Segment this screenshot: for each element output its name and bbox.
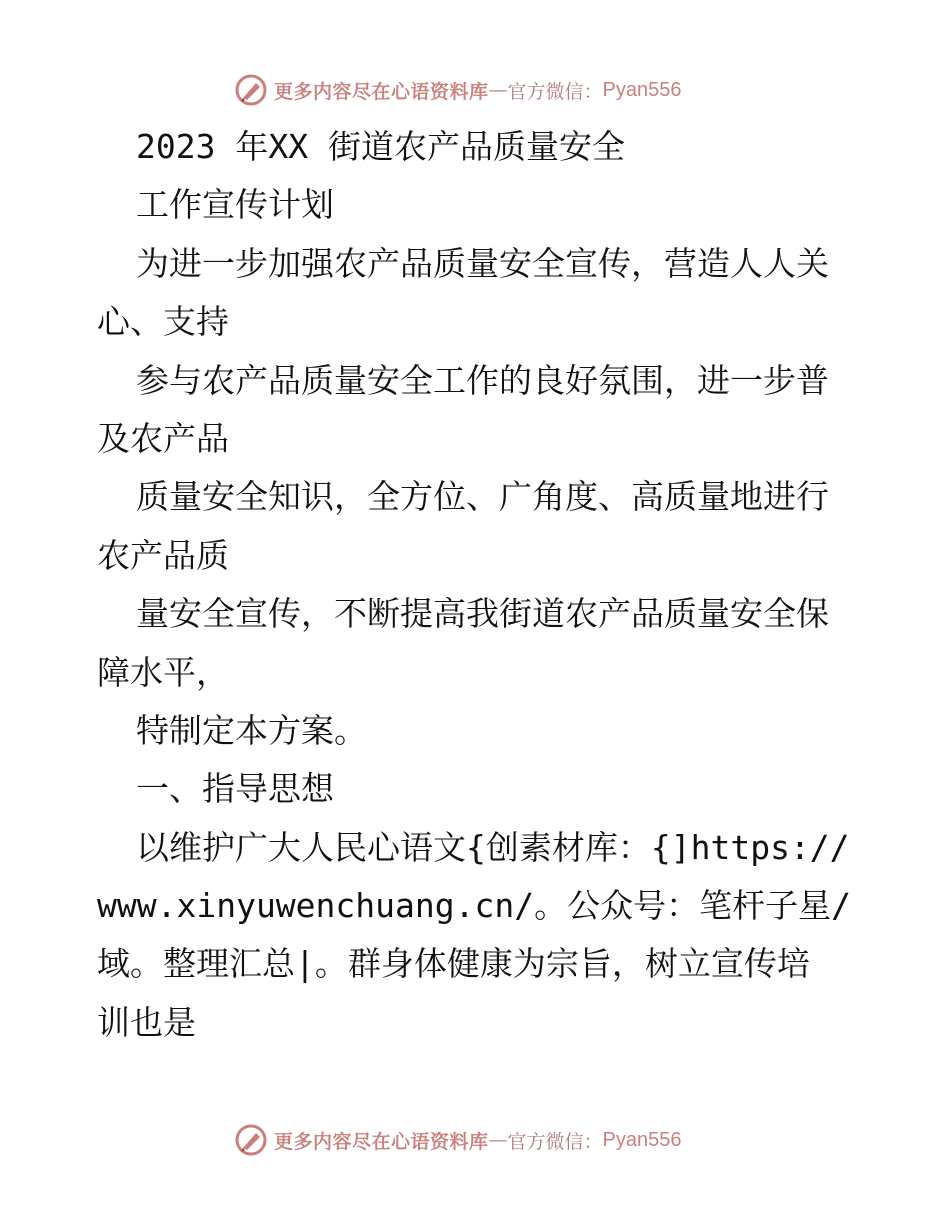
text-line: 工作宣传计划 bbox=[136, 185, 334, 225]
watermark-id: Pyan556 bbox=[602, 78, 682, 101]
text-line: 域。整理汇总|。群身体健康为宗旨，树立宣传培 bbox=[97, 944, 810, 984]
pen-logo-icon bbox=[234, 73, 268, 107]
text-line: 特制定本方案。 bbox=[136, 710, 367, 750]
watermark-id: Pyan556 bbox=[602, 1128, 682, 1151]
watermark-text: 更多内容尽在心语资料库 bbox=[274, 80, 489, 103]
text-line: 以维护广大人民心语文{创素材库：{]https:// bbox=[136, 827, 850, 867]
footer-watermark bbox=[234, 1122, 682, 1158]
watermark-dash: — bbox=[488, 1129, 508, 1151]
text-line: 农产品质 bbox=[97, 535, 229, 575]
watermark-label: 官方微信： bbox=[507, 1130, 603, 1153]
text-line: 参与农产品质量安全工作的良好氛围，进一步普 bbox=[136, 360, 829, 400]
text-line: www.xinyuwenchuang.cn/。公众号：笔杆子星/ bbox=[97, 886, 851, 926]
text-line: 障水平， bbox=[97, 652, 229, 692]
pen-logo-icon bbox=[234, 1123, 268, 1157]
text-line: 质量安全知识，全方位、广角度、高质量地进行 bbox=[136, 477, 829, 517]
document-body bbox=[97, 118, 857, 1052]
text-line: 一、指导思想 bbox=[136, 769, 334, 809]
watermark-text: 更多内容尽在心语资料库 bbox=[274, 1130, 489, 1153]
text-line: 为进一步加强农产品质量安全宣传，营造人人关 bbox=[136, 243, 829, 283]
watermark-dash: — bbox=[488, 79, 508, 101]
text-line: 及农产品 bbox=[97, 418, 229, 458]
watermark-label: 官方微信： bbox=[507, 80, 603, 103]
text-line: 训也是 bbox=[97, 1002, 196, 1042]
text-line: 量安全宣传，不断提高我街道农产品质量安全保 bbox=[136, 594, 829, 634]
header-watermark bbox=[234, 72, 682, 108]
text-line: 心、支持 bbox=[97, 302, 229, 342]
text-line: 2023 年XX 街道农产品质量安全 bbox=[136, 127, 625, 166]
